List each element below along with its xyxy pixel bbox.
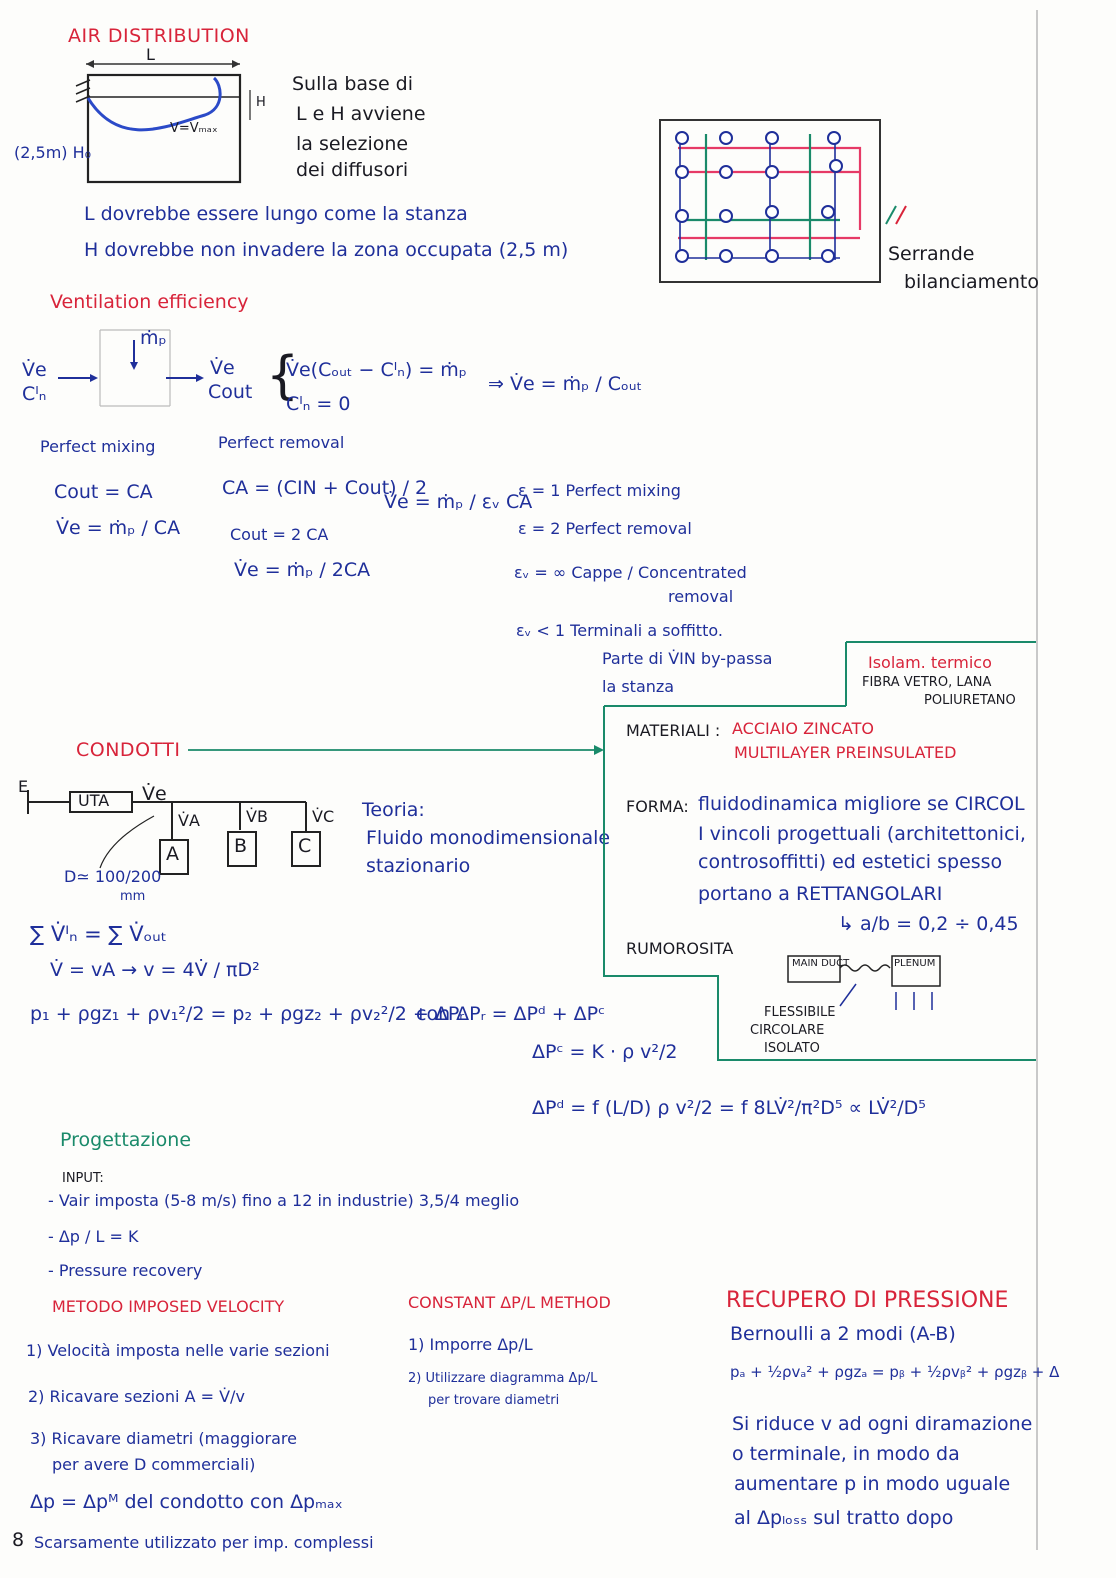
duct-eq-2: V̇ = vA → v = 4V̇ / πD²	[50, 959, 260, 981]
perfect-mixing-title: Perfect mixing	[40, 437, 156, 456]
duct-mm: mm	[120, 889, 146, 904]
materials-label: MATERIALI :	[626, 721, 721, 740]
air-note-2: H dovrebbe non invadere la zona occupata (2,5 m)	[84, 239, 569, 261]
method2-step-1: 1) Imporre Δp/L	[408, 1335, 533, 1354]
dim-H-label: H	[256, 95, 266, 110]
room-b: B	[234, 835, 248, 857]
material-2: MULTILAYER PREINSULATED	[734, 743, 957, 762]
air-diagram	[0, 0, 260, 200]
eps-row-3: εᵥ = ∞ Cappe / Concentrated	[514, 563, 747, 582]
method3-line-6: al Δpₗₒₛₛ sul tratto dopo	[734, 1507, 954, 1529]
method3-line-2: pₐ + ½ρvₐ² + ρgzₐ = pᵦ + ½ρvᵦ² + ρgzᵦ + Δ	[730, 1363, 1060, 1381]
vent-eq1: V̇e(Cₒᵤₜ − Cᴵₙ) = ṁₚ	[286, 359, 467, 381]
insulation-title: Isolam. termico	[868, 653, 992, 672]
design-item-1: - Vair imposta (5-8 m/s) fino a 12 in industrie) 3,5/4 meglio	[48, 1191, 520, 1210]
vent-cout: Cout	[208, 381, 253, 403]
air-desc-1: Sulla base di	[292, 73, 414, 95]
pr-eq2: Cout = 2 CA	[230, 525, 329, 544]
flex-3: ISOLATO	[764, 1041, 820, 1056]
method1-step-3b: per avere D commerciali)	[52, 1455, 256, 1474]
design-input: INPUT:	[62, 1171, 104, 1186]
pm-eq1: Cout = CA	[54, 481, 153, 503]
design-title: Progettazione	[60, 1129, 192, 1151]
duct-e: E	[18, 777, 29, 796]
duct-eq-4: con ΔPᵣ = ΔPᵈ + ΔPᶜ	[416, 1003, 606, 1025]
damper-grid	[660, 120, 900, 300]
air-desc-3: la selezione	[296, 133, 409, 155]
room-c: C	[298, 835, 312, 857]
h0-label: (2,5m) H₀	[14, 143, 92, 162]
method3-line-5: aumentare p in modo uguale	[734, 1473, 1011, 1495]
duct-eq-1: ∑ V̇ᴵₙ = ∑ V̇ₒᵤₜ	[30, 922, 167, 946]
air-desc-4: dei diffusori	[296, 159, 409, 181]
duct-eq-5: ΔPᶜ = K · ρ v²/2	[532, 1041, 678, 1063]
rumorosita-label: RUMOROSITA	[626, 939, 734, 958]
dim-L-label: L	[146, 45, 155, 64]
method3-line-4: o terminale, in modo da	[732, 1443, 960, 1465]
method1-step-3: 3) Ricavare diametri (maggiorare	[30, 1429, 297, 1448]
duct-d: D≃ 100/200	[64, 867, 162, 886]
method1-step-2: 2) Ricavare sezioni A = V̇/v	[28, 1387, 245, 1406]
air-title: AIR DISTRIBUTION	[68, 25, 250, 47]
teoria-1: Teoria:	[362, 799, 425, 821]
flex-2: CIRCOLARE	[750, 1023, 825, 1038]
vent-mp: ṁₚ	[140, 327, 167, 349]
condotti-title: CONDOTTI	[76, 739, 181, 761]
method3-title: RECUPERO DI PRESSIONE	[726, 1288, 1009, 1313]
general-eq: V̇e = ṁₚ / εᵥ CA	[384, 491, 533, 513]
eps-row-4c: la stanza	[602, 677, 675, 696]
plenum-label: PLENUM	[894, 958, 936, 969]
dampers-label-2: bilanciamento	[904, 271, 1039, 293]
pm-eq2: V̇e = ṁₚ / CA	[56, 517, 181, 539]
eps-row-4: εᵥ < 1 Terminali a soffitto.	[516, 621, 723, 640]
ventilation-title: Ventilation efficiency	[50, 291, 249, 313]
method3-line-1: Bernoulli a 2 modi (A-B)	[730, 1323, 956, 1345]
forma-2: I vincoli progettuali (architettonici,	[698, 823, 1026, 845]
duct-va: V̇A	[178, 811, 200, 830]
shape-ratio: ↳ a/b = 0,2 ÷ 0,45	[838, 913, 1019, 935]
flex-1: FLESSIBILE	[764, 1005, 836, 1020]
pr-eq1: CA = (CIN + Cout) / 2	[222, 477, 428, 499]
vent-cin: Cᴵₙ	[22, 383, 47, 405]
duct-vc: V̇C	[312, 807, 335, 826]
dampers-label-1: Serrande	[888, 243, 975, 265]
duct-eq-3: p₁ + ρgz₁ + ρv₁²/2 = p₂ + ρgz₂ + ρv₂²/2 + ΔPᵣ	[30, 1003, 465, 1025]
duct-eq-6: ΔPᵈ = f (L/D) ρ v²/2 = f 8LV̇²/π²D⁵ ∝ LV̇²/D⁵	[532, 1097, 926, 1119]
design-item-3: - Pressure recovery	[48, 1261, 203, 1280]
main-duct-label: MAIN DUCT	[792, 958, 850, 969]
vent-eq2: Cᴵₙ = 0	[286, 393, 351, 415]
insulation-line2: POLIURETANO	[924, 693, 1016, 708]
perfect-removal-title: Perfect removal	[218, 433, 345, 452]
duct-vb: V̇B	[246, 807, 268, 826]
pr-eq3: V̇e = ṁₚ / 2CA	[234, 559, 371, 581]
eps-row-3b: removal	[668, 587, 734, 606]
method1-title: METODO IMPOSED VELOCITY	[52, 1297, 285, 1316]
forma-3: controsoffitti) ed estetici spesso	[698, 851, 1003, 873]
vent-ve-in: V̇e	[22, 359, 47, 381]
eps-row-1: ε = 1 Perfect mixing	[518, 481, 681, 500]
vent-ve-out: V̇e	[210, 357, 235, 379]
method3-line-3: Si riduce v ad ogni diramazione	[732, 1413, 1033, 1435]
eps-row-4b: Parte di V̇IN by-passa	[602, 649, 773, 668]
method1-step-5: Scarsamente utilizzato per imp. complessi	[34, 1533, 374, 1552]
forma-label: FORMA:	[626, 797, 689, 816]
method2-step-2: 2) Utilizzare diagramma Δp/L	[408, 1371, 598, 1386]
duct-uta: UTA	[78, 791, 110, 810]
forma-4: portano a RETTANGOLARI	[698, 883, 943, 905]
insulation-line1: FIBRA VETRO, LANA	[862, 675, 992, 690]
teoria-3: stazionario	[366, 855, 471, 877]
teoria-2: Fluido monodimensionale	[366, 827, 611, 849]
eps-row-2: ε = 2 Perfect removal	[518, 519, 692, 538]
air-desc-2: L e H avviene	[296, 103, 426, 125]
vent-brace: {	[266, 346, 300, 406]
air-note-1: L dovrebbe essere lungo come la stanza	[84, 203, 468, 225]
vmax-label: V=Vₘₐₓ	[170, 121, 218, 136]
method1-step-4: Δp = Δpᴹ del condotto con Δpₘₐₓ	[30, 1491, 343, 1513]
forma-1: fluidodinamica migliore se CIRCOL	[698, 793, 1025, 815]
method2-step-3: per trovare diametri	[428, 1393, 560, 1408]
page-number: 8	[12, 1529, 25, 1551]
duct-ve: V̇e	[142, 783, 167, 805]
method2-title: CONSTANT ΔP/L METHOD	[408, 1293, 611, 1312]
method1-step-1: 1) Velocità imposta nelle varie sezioni	[26, 1341, 330, 1360]
vent-result: ⇒ V̇e = ṁₚ / Cₒᵤₜ	[488, 373, 643, 395]
material-1: ACCIAIO ZINCATO	[732, 719, 874, 738]
room-a: A	[166, 843, 179, 865]
design-item-2: - Δp / L = K	[48, 1227, 139, 1246]
